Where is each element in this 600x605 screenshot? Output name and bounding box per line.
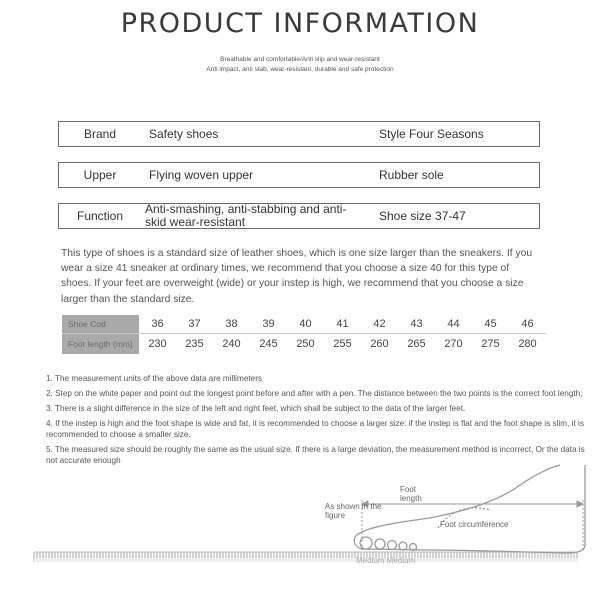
- size-cell: 36: [139, 315, 176, 334]
- foot-measurement-illustration: [0, 460, 600, 600]
- length-cell: 270: [444, 338, 463, 350]
- spec-right-value: Rubber sole: [379, 168, 444, 182]
- subtitle-line-1: Breathable and comfortable/Anti slip and wear-resistant: [220, 56, 380, 63]
- note-item: 3. There is a slight difference in the size of the left and right feet, which shall be subject to the data of the larger feet.: [46, 404, 466, 413]
- size-cell: 42: [361, 315, 398, 334]
- subtitle-line-2: Anti impact, anti stab, wear-resistant, durable and safe protection: [206, 66, 394, 73]
- size-cell: 37: [176, 315, 213, 334]
- spec-right-value: Style Four Seasons: [379, 127, 484, 141]
- spec-label: Brand: [83, 127, 117, 141]
- ruler-label: Medium Medium: [356, 556, 416, 565]
- length-cell: 240: [222, 338, 241, 350]
- measurement-notes: [46, 373, 586, 470]
- spec-label: Function: [76, 209, 124, 223]
- size-cell: 45: [472, 315, 509, 334]
- foot-length-label: Foot length: [400, 485, 422, 503]
- length-cell: 280: [518, 338, 537, 350]
- length-cell: 275: [481, 338, 500, 350]
- ruler-graphic: [34, 552, 578, 562]
- length-cell: 260: [370, 338, 389, 350]
- spec-value: Anti-smashing, anti-stabbing and anti-skid wear-resistant: [145, 202, 347, 229]
- size-table: [62, 315, 546, 354]
- size-cell: 39: [250, 315, 287, 334]
- spec-right-value: Shoe size 37-47: [379, 209, 466, 223]
- length-cell: 245: [259, 338, 278, 350]
- length-cell: 235: [185, 338, 204, 350]
- size-cell: 40: [287, 315, 324, 334]
- size-row: [62, 315, 546, 334]
- note-item: 5. The measured size should be roughly the same as the usual size. If there is a large deviation, the measurement method is incorrect, Or the data is not accurate enough: [46, 445, 585, 465]
- note-item: 2. Step on the white paper and point out the longest point before and after with a pen. The distance between the two points is the correct foot length;: [46, 389, 583, 398]
- spec-row-upper: [58, 162, 540, 188]
- length-row: [62, 334, 546, 355]
- size-cell: 46: [509, 315, 546, 334]
- foot-measure-graphic: [0, 460, 600, 600]
- note-item: 4. If the instep is high and the foot shape is wide and fat, it is recommended to choose a larger size: if the instep is flat and the foot shape is slim, it is recommended to choose a smaller size.: [46, 419, 584, 439]
- page-title: PRODUCT INFORMATION: [120, 8, 480, 39]
- foot-circumference-label: Foot circumference: [440, 520, 509, 529]
- length-cell: 265: [407, 338, 426, 350]
- length-header: Foot length (mm): [62, 334, 139, 355]
- length-cell: 250: [296, 338, 315, 350]
- spec-value: Flying woven upper: [149, 168, 254, 182]
- length-cell: 230: [148, 338, 167, 350]
- spec-row-brand: [58, 121, 540, 147]
- spec-value: Safety shoes: [149, 127, 219, 141]
- length-cell: 255: [333, 338, 352, 350]
- note-item: 1. The measurement units of the above data are millimeters: [46, 374, 263, 383]
- spec-row-function: [58, 203, 540, 229]
- size-cell: 41: [324, 315, 361, 334]
- size-description: This type of shoes is a standard size of leather shoes, which is one size larger than the sneakers. If you wear a size 41 sneaker at ordinary times, we recommend that you choose a size 40 for this type of shoes. If your feet are overweight (wide) or your instep is high, we recommend that you choose a size larger than the standard size.: [61, 248, 533, 305]
- size-cell: 38: [213, 315, 250, 334]
- size-cell: 44: [435, 315, 472, 334]
- size-header: Shoe Cod: [62, 315, 139, 334]
- size-cell: 43: [398, 315, 435, 334]
- as-shown-label: As shown in the figure: [325, 502, 382, 520]
- spec-label: Upper: [83, 168, 117, 182]
